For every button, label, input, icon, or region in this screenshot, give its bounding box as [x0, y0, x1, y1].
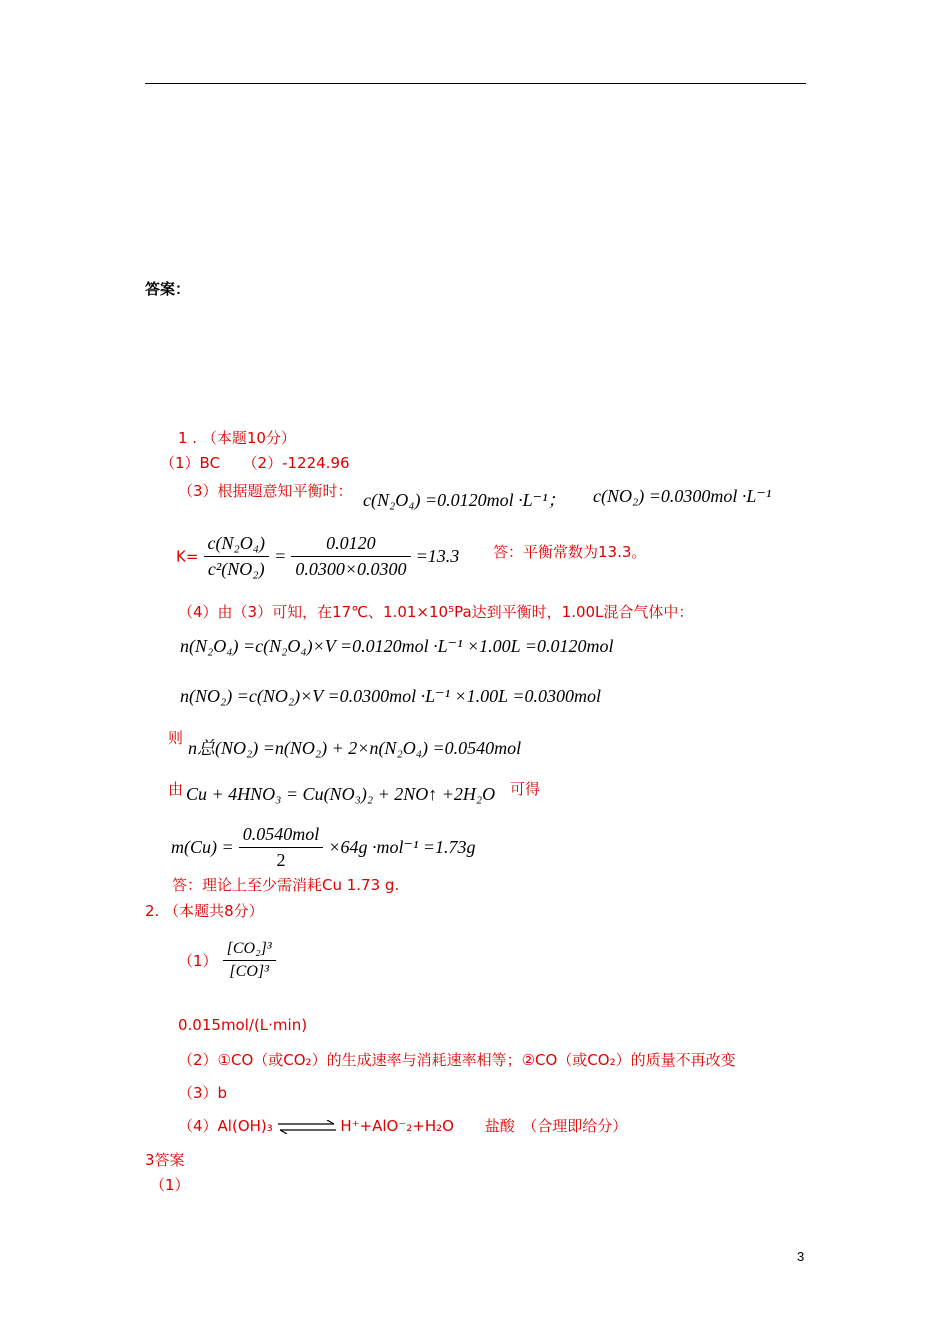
q2-k-fraction	[223, 940, 276, 981]
q1-final-answer: 答：理论上至少需消耗Cu 1.73 g.	[172, 876, 400, 894]
m-denominator: 2	[276, 850, 286, 870]
q2-part4-tail: 盐酸 （合理即给分）	[484, 1117, 628, 1135]
then-label: 则	[168, 729, 184, 747]
q1-line1: （1）BC （2）-1224.96	[160, 454, 350, 472]
q1-eq-n-total: n总(NO₂) =n(NO₂) + 2×n(N₂O₄) =0.0540mol	[188, 738, 522, 758]
q2-part4-left: （4）Al(OH)₃	[178, 1117, 273, 1135]
q1-k-expression: K= $\frac{\text{c(N₂O₄)}}{\text{c²(NO₂)}}$ = $\frac{0.0120}{0.0300\times 0.0300}$ =13.3	[176, 533, 460, 579]
q2-k-numerator: [CO₂]³	[223, 940, 276, 961]
q1-eq-c-n2o4: c(N₂O₄) =0.0120mol ·L⁻¹；	[363, 490, 566, 510]
equilibrium-arrow-icon	[278, 1120, 336, 1134]
k-numerator: c(N₂O₄)	[204, 533, 270, 557]
q2-part2: （2）①CO（或CO₂）的生成速率与消耗速率相等；②CO（或CO₂）的质量不再改变	[178, 1051, 736, 1069]
q2-rate: 0.015mol/(L·min)	[178, 1016, 308, 1034]
derive-label: 可得	[510, 780, 541, 798]
q1-title: 1 . （本题10分）	[178, 429, 296, 447]
q2-part1	[178, 940, 276, 981]
page-number: 3	[797, 1249, 805, 1264]
q1-eq-n-n2o4: n(N₂O₄) =c(N₂O₄)×V =0.0120mol ·L⁻¹ ×1.00L =0.0120mol	[180, 636, 614, 656]
q2-part1-label: （1）	[178, 952, 218, 970]
k-denominator: c²(NO₂)	[207, 559, 265, 579]
by-label: 由	[168, 780, 184, 798]
k-fraction-numeric	[291, 533, 410, 580]
k-answer: 答：平衡常数为13.3。	[493, 543, 647, 561]
answer-heading: 答案：	[145, 280, 191, 298]
q3-title: 3答案	[145, 1151, 185, 1169]
q2-part3: （3）b	[178, 1084, 228, 1102]
q2-k-denominator: [CO]³	[229, 963, 269, 980]
m-prefix: m(Cu) =	[171, 837, 234, 857]
q1-eq-c-no2: c(NO₂) =0.0300mol ·L⁻¹	[593, 486, 772, 506]
q2-title: 2. （本题共8分）	[145, 902, 264, 920]
m-fraction	[239, 824, 324, 871]
q2-part4-right: H⁺+AlO⁻₂+H₂O	[340, 1117, 454, 1135]
k-prefix: K=	[176, 547, 199, 566]
q3-part1: （1）	[150, 1176, 190, 1194]
q1-line3-prefix: （3）根据题意知平衡时：	[178, 482, 353, 500]
header-rule	[145, 83, 806, 84]
k-num-value: 0.0120	[291, 533, 410, 557]
q1-mass-expression	[171, 824, 476, 871]
m-numerator: 0.0540mol	[239, 824, 324, 848]
k-den-value: 0.0300×0.0300	[295, 559, 407, 579]
q2-part4	[178, 1115, 627, 1136]
k-result: =13.3	[415, 546, 460, 566]
m-rest: ×64g ·mol⁻¹ =1.73g	[328, 837, 476, 857]
q1-line4: （4）由（3）可知，在17℃、1.01×10⁵Pa达到平衡时，1.00L混合气体中：	[178, 603, 694, 621]
q1-eq-n-no2: n(NO₂) =c(NO₂)×V =0.0300mol ·L⁻¹ ×1.00L =0.0300mol	[180, 686, 601, 706]
q1-eq-reaction: Cu + 4HNO₃ = Cu(NO₃)₂ + 2NO↑ +2H₂O	[186, 784, 496, 804]
k-fraction-symbolic	[204, 533, 270, 580]
